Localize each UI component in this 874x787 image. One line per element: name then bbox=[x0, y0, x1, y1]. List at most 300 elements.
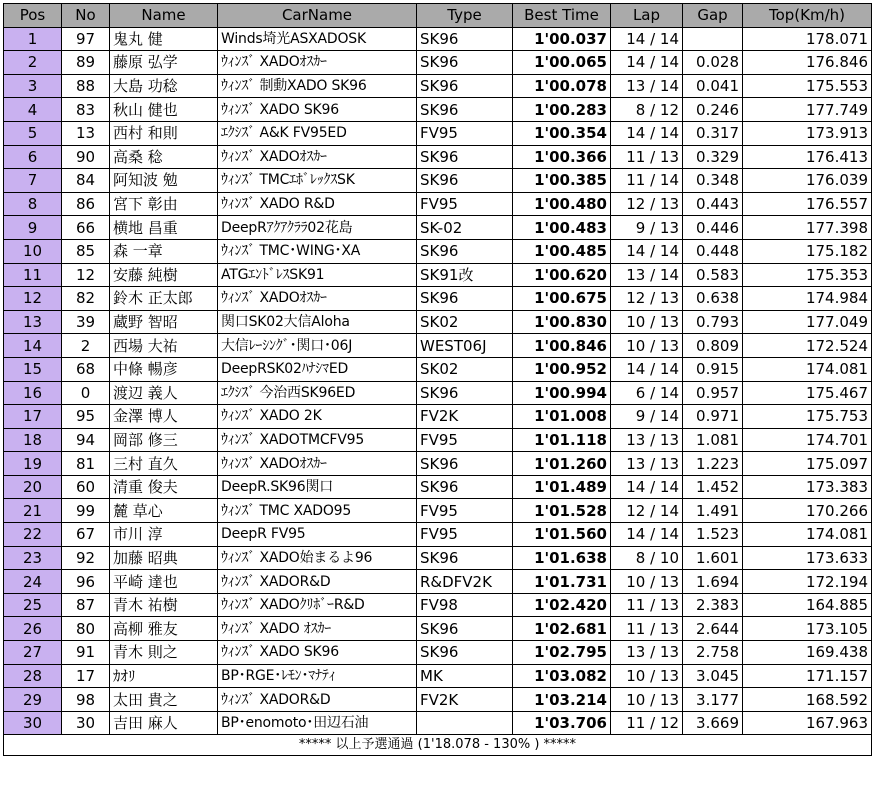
table-row bbox=[4, 452, 872, 476]
cell-driver-name: 吉田 麻人 bbox=[110, 711, 218, 735]
cell-lap: 10 / 13 bbox=[611, 664, 683, 688]
cell-gap: 0.446 bbox=[683, 216, 743, 240]
cell-driver-name: 鈴木 正太郎 bbox=[110, 287, 218, 311]
cell-top-speed: 167.963 bbox=[743, 711, 872, 735]
cell-best-time: 1'03.082 bbox=[513, 664, 611, 688]
cell-best-time: 1'02.795 bbox=[513, 641, 611, 665]
cell-pos: 19 bbox=[4, 452, 62, 476]
table-row bbox=[4, 711, 872, 735]
qualifying-note: ***** 以上予選通過 (1'18.078 - 130% ) ***** bbox=[4, 735, 872, 756]
cell-driver-name: 太田 貴之 bbox=[110, 688, 218, 712]
cell-lap: 11 / 14 bbox=[611, 169, 683, 193]
table-row bbox=[4, 405, 872, 429]
cell-lap: 14 / 14 bbox=[611, 357, 683, 381]
cell-type: SK02 bbox=[417, 357, 513, 381]
cell-car-name: BP･enomoto･田辺石油 bbox=[218, 711, 417, 735]
cell-top-speed: 175.097 bbox=[743, 452, 872, 476]
cell-pos: 5 bbox=[4, 121, 62, 145]
cell-driver-name: 高桑 稔 bbox=[110, 145, 218, 169]
cell-driver-name: 大島 功稔 bbox=[110, 74, 218, 98]
cell-no: 99 bbox=[62, 499, 110, 523]
footer-row bbox=[4, 735, 872, 756]
cell-gap: 0.583 bbox=[683, 263, 743, 287]
cell-no: 85 bbox=[62, 239, 110, 263]
cell-top-speed: 175.353 bbox=[743, 263, 872, 287]
cell-lap: 12 / 13 bbox=[611, 287, 683, 311]
cell-type: SK96 bbox=[417, 145, 513, 169]
cell-lap: 8 / 10 bbox=[611, 546, 683, 570]
cell-car-name: ｳｨﾝｽﾞ XADOｵｽｶｰ bbox=[218, 51, 417, 75]
cell-no: 82 bbox=[62, 287, 110, 311]
cell-car-name: ｳｨﾝｽﾞ XADO SK96 bbox=[218, 641, 417, 665]
header-type: Type bbox=[417, 4, 513, 28]
table-row bbox=[4, 239, 872, 263]
table-row bbox=[4, 381, 872, 405]
cell-pos: 20 bbox=[4, 475, 62, 499]
table-row bbox=[4, 169, 872, 193]
cell-car-name: ｳｨﾝｽﾞ XADOｵｽｶｰ bbox=[218, 287, 417, 311]
cell-gap: 0.638 bbox=[683, 287, 743, 311]
cell-pos: 29 bbox=[4, 688, 62, 712]
cell-gap: 2.383 bbox=[683, 593, 743, 617]
cell-driver-name: 市川 淳 bbox=[110, 523, 218, 547]
cell-driver-name: 金澤 博人 bbox=[110, 405, 218, 429]
cell-top-speed: 175.553 bbox=[743, 74, 872, 98]
cell-no: 91 bbox=[62, 641, 110, 665]
cell-top-speed: 173.105 bbox=[743, 617, 872, 641]
cell-pos: 3 bbox=[4, 74, 62, 98]
table-row bbox=[4, 570, 872, 594]
cell-top-speed: 173.383 bbox=[743, 475, 872, 499]
cell-top-speed: 170.266 bbox=[743, 499, 872, 523]
cell-car-name: DeepRｱｸｱｸﾗﾗ02花島 bbox=[218, 216, 417, 240]
cell-type: FV2K bbox=[417, 688, 513, 712]
cell-driver-name: 安藤 純樹 bbox=[110, 263, 218, 287]
cell-best-time: 1'03.214 bbox=[513, 688, 611, 712]
cell-type: FV95 bbox=[417, 523, 513, 547]
cell-driver-name: 渡辺 義人 bbox=[110, 381, 218, 405]
table-row bbox=[4, 428, 872, 452]
cell-gap bbox=[683, 27, 743, 51]
table-row bbox=[4, 121, 872, 145]
cell-driver-name: 鬼丸 健 bbox=[110, 27, 218, 51]
cell-top-speed: 177.398 bbox=[743, 216, 872, 240]
cell-car-name: 大信ﾚｰｼﾝｸﾞ･関口･06J bbox=[218, 334, 417, 358]
cell-best-time: 1'00.994 bbox=[513, 381, 611, 405]
cell-lap: 14 / 14 bbox=[611, 239, 683, 263]
cell-top-speed: 174.081 bbox=[743, 357, 872, 381]
cell-best-time: 1'00.283 bbox=[513, 98, 611, 122]
cell-driver-name: 西場 大祐 bbox=[110, 334, 218, 358]
cell-no: 97 bbox=[62, 27, 110, 51]
cell-type: R&DFV2K bbox=[417, 570, 513, 594]
cell-driver-name: 青木 祐樹 bbox=[110, 593, 218, 617]
cell-pos: 8 bbox=[4, 192, 62, 216]
cell-car-name: ｳｨﾝｽﾞ XADO R&D bbox=[218, 192, 417, 216]
cell-lap: 10 / 13 bbox=[611, 334, 683, 358]
cell-gap: 1.452 bbox=[683, 475, 743, 499]
table-row bbox=[4, 617, 872, 641]
cell-best-time: 1'00.480 bbox=[513, 192, 611, 216]
cell-gap: 0.448 bbox=[683, 239, 743, 263]
cell-pos: 18 bbox=[4, 428, 62, 452]
cell-pos: 7 bbox=[4, 169, 62, 193]
cell-best-time: 1'03.706 bbox=[513, 711, 611, 735]
cell-driver-name: 阿知波 勉 bbox=[110, 169, 218, 193]
cell-no: 83 bbox=[62, 98, 110, 122]
cell-pos: 12 bbox=[4, 287, 62, 311]
header-name: Name bbox=[110, 4, 218, 28]
cell-gap: 0.028 bbox=[683, 51, 743, 75]
table-row bbox=[4, 546, 872, 570]
table-row bbox=[4, 641, 872, 665]
cell-pos: 14 bbox=[4, 334, 62, 358]
cell-type: SK91改 bbox=[417, 263, 513, 287]
cell-driver-name: 清重 俊夫 bbox=[110, 475, 218, 499]
cell-type: WEST06J bbox=[417, 334, 513, 358]
cell-pos: 11 bbox=[4, 263, 62, 287]
cell-car-name: DeepR.SK96関口 bbox=[218, 475, 417, 499]
cell-lap: 13 / 14 bbox=[611, 74, 683, 98]
cell-lap: 12 / 13 bbox=[611, 192, 683, 216]
cell-lap: 11 / 13 bbox=[611, 145, 683, 169]
cell-no: 94 bbox=[62, 428, 110, 452]
cell-car-name: ｳｨﾝｽﾞ XADOTMCFV95 bbox=[218, 428, 417, 452]
cell-gap: 2.644 bbox=[683, 617, 743, 641]
cell-lap: 10 / 13 bbox=[611, 310, 683, 334]
cell-top-speed: 172.524 bbox=[743, 334, 872, 358]
cell-gap: 1.223 bbox=[683, 452, 743, 476]
cell-car-name: ｳｨﾝｽﾞ XADOｵｽｶｰ bbox=[218, 452, 417, 476]
cell-lap: 9 / 14 bbox=[611, 405, 683, 429]
cell-no: 66 bbox=[62, 216, 110, 240]
cell-best-time: 1'01.260 bbox=[513, 452, 611, 476]
cell-top-speed: 172.194 bbox=[743, 570, 872, 594]
cell-no: 60 bbox=[62, 475, 110, 499]
cell-driver-name: 青木 則之 bbox=[110, 641, 218, 665]
header-best-time: Best Time bbox=[513, 4, 611, 28]
cell-no: 12 bbox=[62, 263, 110, 287]
cell-driver-name: 秋山 健也 bbox=[110, 98, 218, 122]
cell-pos: 23 bbox=[4, 546, 62, 570]
cell-pos: 13 bbox=[4, 310, 62, 334]
cell-type: SK02 bbox=[417, 310, 513, 334]
cell-gap: 1.694 bbox=[683, 570, 743, 594]
cell-car-name: ｳｨﾝｽﾞ XADO 2K bbox=[218, 405, 417, 429]
table-row bbox=[4, 51, 872, 75]
cell-lap: 11 / 12 bbox=[611, 711, 683, 735]
cell-gap: 0.041 bbox=[683, 74, 743, 98]
cell-pos: 6 bbox=[4, 145, 62, 169]
cell-no: 90 bbox=[62, 145, 110, 169]
cell-top-speed: 177.049 bbox=[743, 310, 872, 334]
cell-type: FV98 bbox=[417, 593, 513, 617]
cell-car-name: ｴｸｼｽﾞ 今治西SK96ED bbox=[218, 381, 417, 405]
table-row bbox=[4, 310, 872, 334]
cell-best-time: 1'00.037 bbox=[513, 27, 611, 51]
cell-lap: 10 / 13 bbox=[611, 570, 683, 594]
cell-no: 89 bbox=[62, 51, 110, 75]
cell-type: SK96 bbox=[417, 475, 513, 499]
cell-driver-name: 西村 和則 bbox=[110, 121, 218, 145]
table-row bbox=[4, 263, 872, 287]
cell-best-time: 1'00.485 bbox=[513, 239, 611, 263]
cell-lap: 11 / 13 bbox=[611, 593, 683, 617]
cell-driver-name: 宮下 彰由 bbox=[110, 192, 218, 216]
cell-type: FV95 bbox=[417, 428, 513, 452]
cell-best-time: 1'01.638 bbox=[513, 546, 611, 570]
cell-pos: 9 bbox=[4, 216, 62, 240]
cell-top-speed: 164.885 bbox=[743, 593, 872, 617]
cell-type: SK96 bbox=[417, 51, 513, 75]
cell-top-speed: 176.846 bbox=[743, 51, 872, 75]
cell-pos: 25 bbox=[4, 593, 62, 617]
cell-lap: 14 / 14 bbox=[611, 27, 683, 51]
cell-gap: 0.348 bbox=[683, 169, 743, 193]
cell-no: 98 bbox=[62, 688, 110, 712]
cell-driver-name: 高柳 雅友 bbox=[110, 617, 218, 641]
cell-pos: 15 bbox=[4, 357, 62, 381]
cell-no: 67 bbox=[62, 523, 110, 547]
cell-pos: 2 bbox=[4, 51, 62, 75]
cell-car-name: ｴｸｼｽﾞ A&K FV95ED bbox=[218, 121, 417, 145]
cell-no: 68 bbox=[62, 357, 110, 381]
table-row bbox=[4, 523, 872, 547]
cell-lap: 10 / 13 bbox=[611, 688, 683, 712]
results-body bbox=[4, 27, 872, 735]
cell-best-time: 1'00.952 bbox=[513, 357, 611, 381]
cell-car-name: ｳｨﾝｽﾞ 制動XADO SK96 bbox=[218, 74, 417, 98]
table-row bbox=[4, 593, 872, 617]
cell-driver-name: 三村 直久 bbox=[110, 452, 218, 476]
cell-top-speed: 175.467 bbox=[743, 381, 872, 405]
cell-type: SK96 bbox=[417, 617, 513, 641]
cell-best-time: 1'00.385 bbox=[513, 169, 611, 193]
cell-lap: 13 / 13 bbox=[611, 641, 683, 665]
cell-driver-name: 森 一章 bbox=[110, 239, 218, 263]
cell-best-time: 1'00.846 bbox=[513, 334, 611, 358]
cell-car-name: ｳｨﾝｽﾞ XADO SK96 bbox=[218, 98, 417, 122]
table-row bbox=[4, 74, 872, 98]
cell-no: 0 bbox=[62, 381, 110, 405]
cell-best-time: 1'00.620 bbox=[513, 263, 611, 287]
cell-car-name: ｳｨﾝｽﾞ TMC XADO95 bbox=[218, 499, 417, 523]
cell-gap: 1.601 bbox=[683, 546, 743, 570]
cell-no: 80 bbox=[62, 617, 110, 641]
cell-best-time: 1'01.008 bbox=[513, 405, 611, 429]
cell-top-speed: 171.157 bbox=[743, 664, 872, 688]
cell-car-name: ｳｨﾝｽﾞ XADOｸﾘﾎﾞｰR&D bbox=[218, 593, 417, 617]
cell-no: 17 bbox=[62, 664, 110, 688]
cell-best-time: 1'00.354 bbox=[513, 121, 611, 145]
cell-no: 92 bbox=[62, 546, 110, 570]
cell-best-time: 1'02.420 bbox=[513, 593, 611, 617]
table-row bbox=[4, 357, 872, 381]
cell-pos: 24 bbox=[4, 570, 62, 594]
cell-driver-name: 中條 暢彦 bbox=[110, 357, 218, 381]
cell-lap: 14 / 14 bbox=[611, 121, 683, 145]
cell-type: FV95 bbox=[417, 121, 513, 145]
cell-pos: 1 bbox=[4, 27, 62, 51]
cell-top-speed: 175.182 bbox=[743, 239, 872, 263]
cell-top-speed: 175.753 bbox=[743, 405, 872, 429]
cell-driver-name: 岡部 修三 bbox=[110, 428, 218, 452]
cell-lap: 13 / 13 bbox=[611, 452, 683, 476]
header-pos: Pos bbox=[4, 4, 62, 28]
cell-best-time: 1'00.675 bbox=[513, 287, 611, 311]
cell-lap: 14 / 14 bbox=[611, 51, 683, 75]
table-row bbox=[4, 145, 872, 169]
cell-car-name: DeepRSK02ﾊﾅｼﾏED bbox=[218, 357, 417, 381]
cell-gap: 2.758 bbox=[683, 641, 743, 665]
cell-type: SK96 bbox=[417, 641, 513, 665]
cell-no: 39 bbox=[62, 310, 110, 334]
header-row bbox=[4, 4, 872, 28]
cell-no: 95 bbox=[62, 405, 110, 429]
table-row bbox=[4, 475, 872, 499]
cell-lap: 6 / 14 bbox=[611, 381, 683, 405]
cell-type: FV95 bbox=[417, 192, 513, 216]
table-row bbox=[4, 688, 872, 712]
cell-pos: 28 bbox=[4, 664, 62, 688]
cell-top-speed: 168.592 bbox=[743, 688, 872, 712]
cell-pos: 26 bbox=[4, 617, 62, 641]
cell-top-speed: 176.039 bbox=[743, 169, 872, 193]
cell-top-speed: 174.701 bbox=[743, 428, 872, 452]
cell-car-name: ｳｨﾝｽﾞ XADOR&D bbox=[218, 570, 417, 594]
cell-no: 13 bbox=[62, 121, 110, 145]
cell-lap: 14 / 14 bbox=[611, 475, 683, 499]
cell-type: FV95 bbox=[417, 499, 513, 523]
cell-type: SK96 bbox=[417, 169, 513, 193]
cell-gap: 3.177 bbox=[683, 688, 743, 712]
cell-best-time: 1'00.830 bbox=[513, 310, 611, 334]
cell-gap: 1.523 bbox=[683, 523, 743, 547]
table-row bbox=[4, 499, 872, 523]
cell-type: SK96 bbox=[417, 546, 513, 570]
results-table-container bbox=[3, 3, 871, 756]
cell-top-speed: 169.438 bbox=[743, 641, 872, 665]
cell-type: SK96 bbox=[417, 98, 513, 122]
cell-car-name: ATGｴﾝﾄﾞﾚｽSK91 bbox=[218, 263, 417, 287]
cell-gap: 0.246 bbox=[683, 98, 743, 122]
cell-top-speed: 173.633 bbox=[743, 546, 872, 570]
cell-driver-name: 平崎 達也 bbox=[110, 570, 218, 594]
cell-lap: 13 / 13 bbox=[611, 428, 683, 452]
cell-gap: 0.809 bbox=[683, 334, 743, 358]
cell-lap: 9 / 13 bbox=[611, 216, 683, 240]
cell-best-time: 1'01.560 bbox=[513, 523, 611, 547]
header-gap: Gap bbox=[683, 4, 743, 28]
cell-best-time: 1'00.078 bbox=[513, 74, 611, 98]
cell-top-speed: 173.913 bbox=[743, 121, 872, 145]
cell-car-name: BP･RGE･ﾚﾓﾝ･ﾏﾅﾃｨ bbox=[218, 664, 417, 688]
cell-gap: 3.669 bbox=[683, 711, 743, 735]
cell-pos: 16 bbox=[4, 381, 62, 405]
table-row bbox=[4, 98, 872, 122]
cell-type: SK96 bbox=[417, 452, 513, 476]
cell-gap: 1.081 bbox=[683, 428, 743, 452]
cell-car-name: ｳｨﾝｽﾞ TMC･WING･XA bbox=[218, 239, 417, 263]
cell-type: SK96 bbox=[417, 27, 513, 51]
cell-car-name: ｳｨﾝｽﾞ XADO ｵｽｶｰ bbox=[218, 617, 417, 641]
cell-type bbox=[417, 711, 513, 735]
cell-car-name: ｳｨﾝｽﾞ TMCｴﾎﾞﾚｯｸｽSK bbox=[218, 169, 417, 193]
cell-pos: 17 bbox=[4, 405, 62, 429]
cell-no: 84 bbox=[62, 169, 110, 193]
cell-gap: 1.491 bbox=[683, 499, 743, 523]
cell-pos: 21 bbox=[4, 499, 62, 523]
cell-no: 87 bbox=[62, 593, 110, 617]
header-no: No bbox=[62, 4, 110, 28]
table-row bbox=[4, 192, 872, 216]
cell-no: 2 bbox=[62, 334, 110, 358]
cell-gap: 0.957 bbox=[683, 381, 743, 405]
cell-driver-name: 加藤 昭典 bbox=[110, 546, 218, 570]
cell-car-name: 関口SK02大信Aloha bbox=[218, 310, 417, 334]
cell-gap: 0.793 bbox=[683, 310, 743, 334]
cell-best-time: 1'01.489 bbox=[513, 475, 611, 499]
cell-driver-name: 蔵野 智昭 bbox=[110, 310, 218, 334]
cell-top-speed: 176.557 bbox=[743, 192, 872, 216]
cell-best-time: 1'01.528 bbox=[513, 499, 611, 523]
table-row bbox=[4, 664, 872, 688]
cell-top-speed: 178.071 bbox=[743, 27, 872, 51]
header-top-speed: Top(Km/h) bbox=[743, 4, 872, 28]
cell-pos: 22 bbox=[4, 523, 62, 547]
cell-driver-name: ｶｵﾘ bbox=[110, 664, 218, 688]
table-row bbox=[4, 27, 872, 51]
cell-top-speed: 176.413 bbox=[743, 145, 872, 169]
cell-no: 88 bbox=[62, 74, 110, 98]
cell-type: SK96 bbox=[417, 239, 513, 263]
cell-car-name: ｳｨﾝｽﾞ XADOR&D bbox=[218, 688, 417, 712]
cell-gap: 3.045 bbox=[683, 664, 743, 688]
cell-car-name: ｳｨﾝｽﾞ XADOｵｽｶｰ bbox=[218, 145, 417, 169]
cell-no: 30 bbox=[62, 711, 110, 735]
cell-best-time: 1'01.118 bbox=[513, 428, 611, 452]
cell-best-time: 1'00.366 bbox=[513, 145, 611, 169]
cell-gap: 0.971 bbox=[683, 405, 743, 429]
cell-type: SK96 bbox=[417, 381, 513, 405]
cell-lap: 8 / 12 bbox=[611, 98, 683, 122]
table-row bbox=[4, 334, 872, 358]
cell-lap: 11 / 13 bbox=[611, 617, 683, 641]
qualifying-results-table bbox=[3, 3, 872, 756]
cell-gap: 0.915 bbox=[683, 357, 743, 381]
cell-top-speed: 174.081 bbox=[743, 523, 872, 547]
cell-no: 86 bbox=[62, 192, 110, 216]
header-carname: CarName bbox=[218, 4, 417, 28]
cell-car-name: ｳｨﾝｽﾞ XADO始まるよ96 bbox=[218, 546, 417, 570]
cell-lap: 13 / 14 bbox=[611, 263, 683, 287]
cell-gap: 0.329 bbox=[683, 145, 743, 169]
cell-lap: 14 / 14 bbox=[611, 523, 683, 547]
cell-pos: 10 bbox=[4, 239, 62, 263]
cell-car-name: Winds埼光ASXADOSK bbox=[218, 27, 417, 51]
cell-best-time: 1'01.731 bbox=[513, 570, 611, 594]
cell-pos: 4 bbox=[4, 98, 62, 122]
cell-type: MK bbox=[417, 664, 513, 688]
cell-top-speed: 177.749 bbox=[743, 98, 872, 122]
cell-type: SK96 bbox=[417, 287, 513, 311]
cell-type: SK-02 bbox=[417, 216, 513, 240]
cell-driver-name: 麓 草心 bbox=[110, 499, 218, 523]
cell-type: SK96 bbox=[417, 74, 513, 98]
cell-pos: 27 bbox=[4, 641, 62, 665]
cell-no: 96 bbox=[62, 570, 110, 594]
header-lap: Lap bbox=[611, 4, 683, 28]
